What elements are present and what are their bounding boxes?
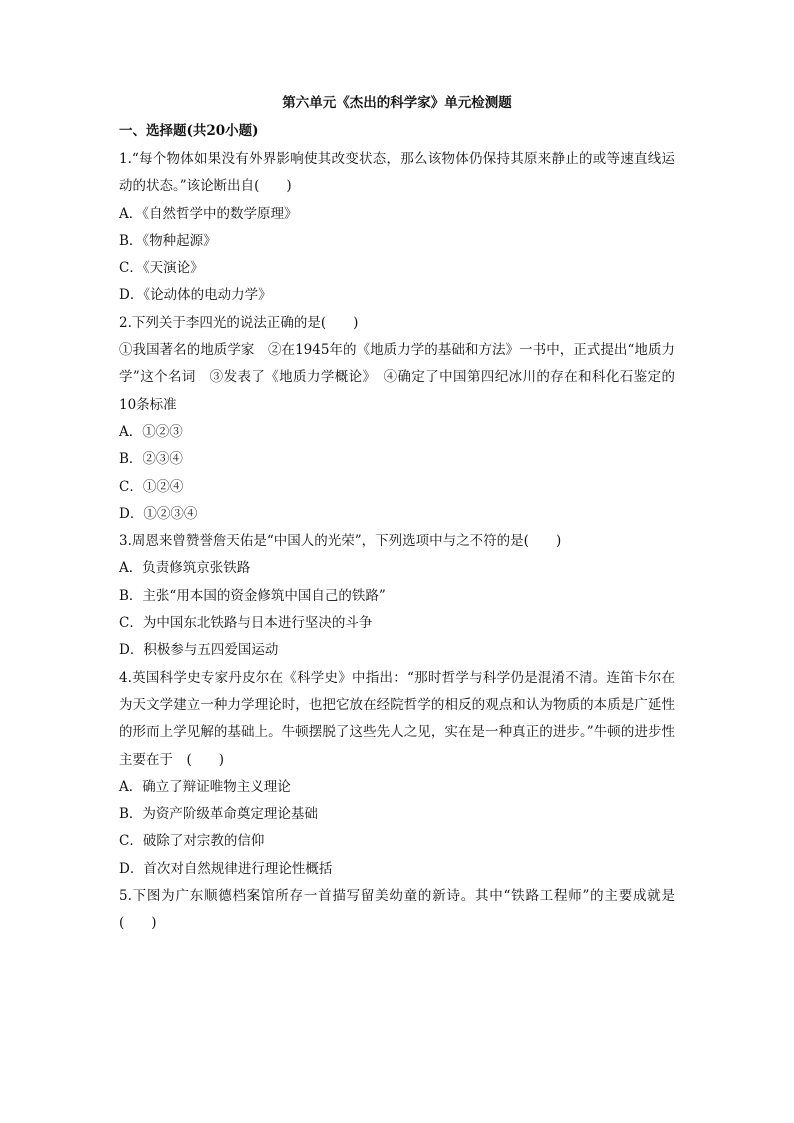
question-2-option-b: B．②③④ (119, 451, 183, 468)
question-3-option-c: C．为中国东北铁路与日本进行坚决的斗争 (119, 615, 373, 632)
question-2-statements: ①我国著名的地质学家 ②在1945年的《地质力学的基础和方法》一书中，正式提出“地质力学”这个名词 ③发表了《地质力学概论》 ④确定了中国第四纪冰川的存在和科化石鉴定的10条标准 (119, 342, 675, 413)
question-1-stem: 1.“每个物体如果没有外界影响使其改变状态，那么该物体仍保持其原来静止的或等速直线运动的状态。”该论断出自( ) (119, 151, 675, 195)
question-4-option-b: B．为资产阶级革命奠定理论基础 (119, 806, 318, 823)
question-4-stem: 4.英国科学史专家丹皮尔在《科学史》中指出：“那时哲学与科学仍是混淆不清。连笛卡尔在为天文学建立一种力学理论时，也把它放在经院哲学的相反的观点和认为物质的本质是广延性的形而上学见解的基础上。牛顿摆脱了这些先人之见，实在是一种真正的进步。”牛顿的进步性主要在于 ( ) (119, 669, 675, 768)
section-heading: 一、选择题(共20小题) (119, 123, 259, 139)
question-list (119, 146, 675, 938)
question-3-option-b: B．主张“用本国的资金修筑中国自己的铁路” (119, 587, 386, 604)
question-4-option-d: D．首次对自然规律进行理论性概括 (119, 860, 333, 877)
question-4-option-a: A．确立了辩证唯物主义理论 (119, 778, 291, 795)
question-2-stem: 2.下列关于李四光的说法正确的是( ) (119, 314, 359, 331)
question-2-option-a: A．①②③ (119, 423, 183, 440)
question-1-option-b: B．《物种起源》 (119, 232, 217, 249)
question-2-option-d: D．①②③④ (119, 505, 198, 522)
question-5-stem: 5.下图为广东顺德档案馆所存一首描写留美幼童的新诗。其中“铁路工程师”的主要成就是( ) (119, 888, 675, 932)
question-1-option-a: A．《自然哲学中的数学原理》 (119, 205, 298, 222)
question-4-option-c: C．破除了对宗教的信仰 (119, 833, 265, 850)
question-3-option-d: D．积极参与五四爱国运动 (119, 642, 279, 659)
question-1-option-c: C．《天演论》 (119, 260, 204, 277)
question-3-stem: 3.周恩来曾赞誉詹天佑是“中国人的光荣”，下列选项中与之不符的是( ) (119, 533, 562, 550)
question-2-option-c: C．①②④ (119, 478, 184, 495)
question-3-option-a: A．负责修筑京张铁路 (119, 560, 251, 577)
document-title: 第六单元《杰出的科学家》单元检测题 (282, 95, 512, 111)
question-1-option-d: D．《论动体的电动力学》 (119, 287, 272, 304)
